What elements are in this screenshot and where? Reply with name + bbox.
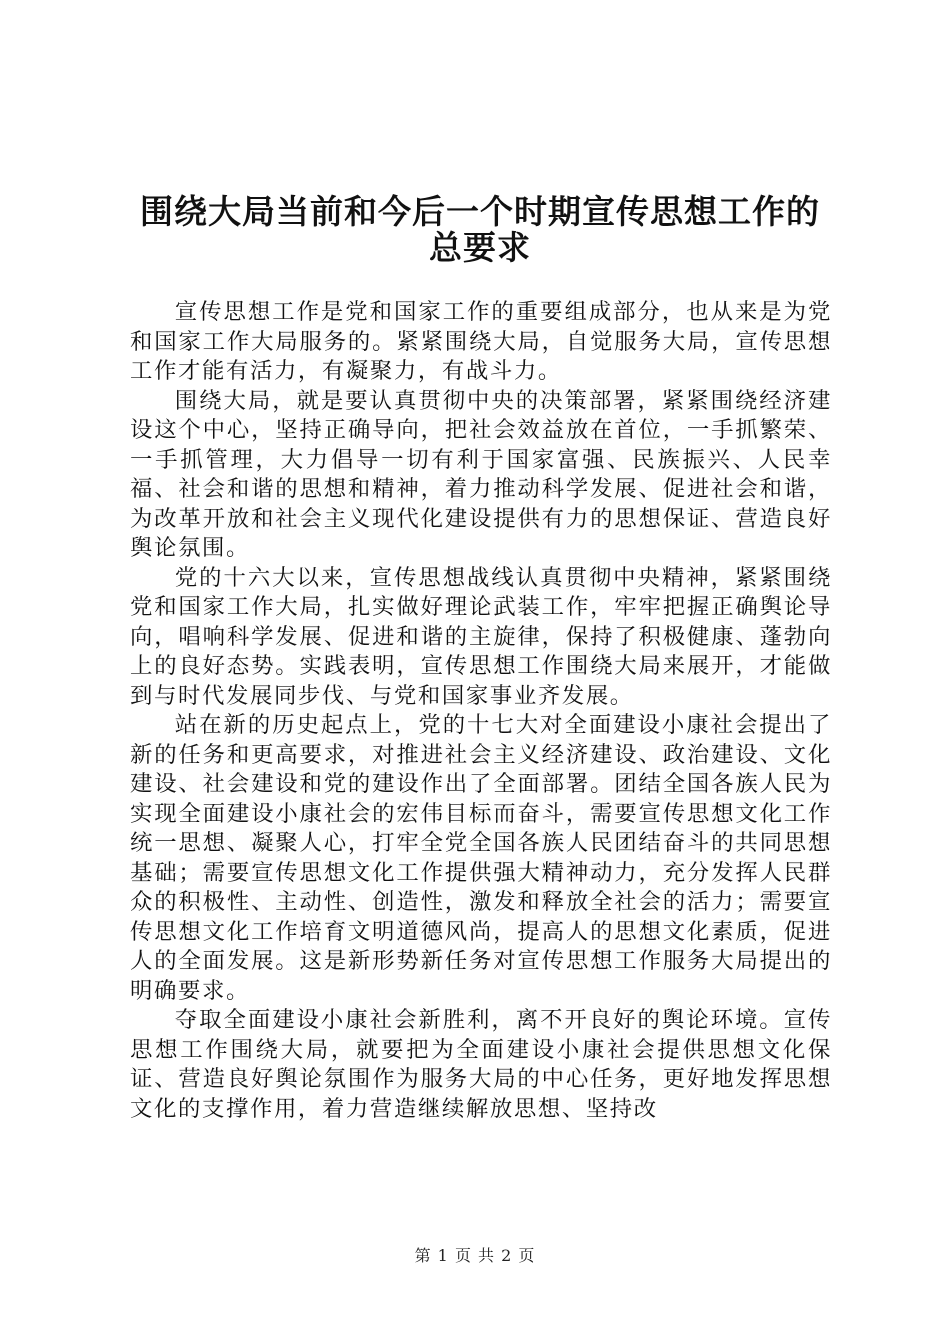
- paragraph: 党的十六大以来，宣传思想战线认真贯彻中央精神，紧紧围绕党和国家工作大局，扎实做好理论武装工作，牢牢把握正确舆论导向，唱响科学发展、促进和谐的主旋律，保持了积极健康、蓬勃向上的良好态势。实践表明，宣传思想工作围绕大局来展开，才能做到与时代发展同步伐、与党和国家事业齐发展。: [130, 564, 832, 709]
- paragraph: 站在新的历史起点上，党的十七大对全面建设小康社会提出了新的任务和更高要求，对推进社会主义经济建设、政治建设、文化建设、社会建设和党的建设作出了全面部署。团结全国各族人民为实现全面建设小康社会的宏伟目标而奋斗，需要宣传思想文化工作统一思想、凝聚人心，打牢全党全国各族人民团结奋斗的共同思想基础；需要宣传思想文化工作提供强大精神动力，充分发挥人民群众的积极性、主动性、创造性，激发和释放全社会的活力；需要宣传思想文化工作培育文明道德风尚，提高人的思想文化素质，促进人的全面发展。这是新形势新任务对宣传思想工作服务大局提出的明确要求。: [130, 712, 832, 1004]
- document-title-line-2: 总要求: [429, 228, 531, 267]
- document-title-line-1: 围绕大局当前和今后一个时期宣传思想工作的: [140, 192, 820, 231]
- paragraph: 围绕大局，就是要认真贯彻中央的决策部署，紧紧围绕经济建设这个中心，坚持正确导向，把社会效益放在首位，一手抓繁荣、一手抓管理，大力倡导一切有利于国家富强、民族振兴、人民幸福、社会和谐的思想和精神，着力推动科学发展、促进社会和谐，为改革开放和社会主义现代化建设提供有力的思想保证、营造良好舆论氛围。: [130, 387, 832, 561]
- document-body: [130, 298, 832, 1124]
- paragraph: 宣传思想工作是党和国家工作的重要组成部分，也从来是为党和国家工作大局服务的。紧紧围绕大局，自觉服务大局，宣传思想工作才能有活力，有凝聚力，有战斗力。: [130, 299, 832, 384]
- page-footer: 第 1 页 共 2 页: [414, 1246, 536, 1265]
- paragraph: 夺取全面建设小康社会新胜利，离不开良好的舆论环境。宣传思想工作围绕大局，就要把为全面建设小康社会提供思想文化保证、营造良好舆论氛围作为服务大局的中心任务，更好地发挥思想文化的支撑作用，着力营造继续解放思想、坚持改: [130, 1007, 832, 1122]
